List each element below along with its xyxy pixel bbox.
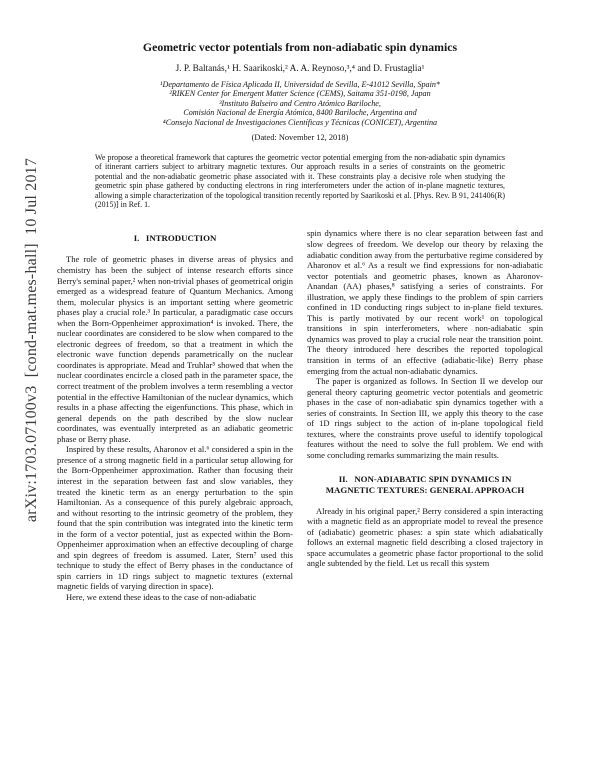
body-paragraph: The role of geometric phases in diverse areas of physics and chemistry has been the subject of intense research efforts since Berry's seminal paper,² when non-trivial phases of geometrical origin emerged as a widespread feature of Quantum Mechanics. Among them, molecular physics is an important setting where geometric phases play a crucial role.³ In particular, a paradigmatic case occurs when the Born-Oppenheimer approximation⁴ is invoked. There, the nuclear coordinates are considered to be slow when compared to the electronic degrees of freedom, so that a treatment in which the electronic wave function depends parametrically on the nuclear coordinates is appropriate. Mead and Truhlar⁵ showed that when the nuclear coordinates encircle a closed path in the parameter space, the correct treatment of the problem involves a term resembling a vector potential in the effective Hamiltonian of the nuclear dynamics, which results in a phase affecting the eigenfunctions. This phase, which in general depends on the path described by the slow nuclear coordinates, was eventually interpreted as an adiabatic geometric phase or Berry phase.: [57, 254, 293, 444]
two-column-body: [57, 228, 543, 602]
affiliation-line: ¹Departamento de Física Aplicada II, Universidad de Sevilla, E-41012 Sevilla, Spain*: [160, 80, 440, 89]
body-paragraph: Already in his original paper,² Berry considered a spin interacting with a magnetic field as an appropriate model to reveal the presence of (adiabatic) geometric phases: a spin state which adiabatically follows an external magnetic field describing a closed trajectory in space accumulates a geometric phase factor proportional to the solid angle subtended by the field. Let us recall this system: [307, 505, 543, 569]
body-paragraph: Inspired by these results, Aharonov et al.⁶ considered a spin in the presence of a strong magnetic field in a particular setup allowing for the Born-Oppenheimer approximation. Rather than focusing their interest in the separation between fast and slow variables, they treated the kinetic term as an energy perturbation to the spin Hamiltonian. As a consequence of this purely algebraic approach, and without resorting to the intrinsic geometry of the problem, they found that the spin contribution was integrated into the kinetic term in the form of a vector potential, just as expected within the Born-Oppenheimer approximation when an effective decoupling of charge and spin degrees of freedom is assumed. Later, Stern⁷ used this technique to study the effect of Berry phases in the conductance of spin carriers in 1D rings subject to magnetic textures (external magnetic fields of varying direction in space).: [57, 444, 293, 592]
affiliation-line: ²RIKEN Center for Emergent Matter Science (CEMS), Saitama 351-0198, Japan: [169, 89, 431, 99]
section-heading-introduction: I. INTRODUCTION: [133, 233, 217, 244]
section-heading-spin-dynamics: II. NON-ADIABATIC SPIN DYNAMICS IN MAGNETIC TEXTURES: GENERAL APPROACH: [325, 473, 525, 495]
authors-line: J. P. Baltanás,¹ H. Saarikoski,² A. A. Reynoso,³,⁴ and D. Frustaglia¹: [175, 64, 425, 74]
column-right: [307, 228, 543, 602]
paper-content: [57, 40, 543, 603]
abstract-text: We propose a theoretical framework that captures the geometric vector potential emerging from the non-adiabatic spin dynamics of itinerant carriers subject to arbitrary magnetic textures. Our approach results in a series of constraints on the geometric potential and the non-adiabatic geometric phase associated with it. These constraints play a decisive role when studying the geometric spin phase gathered by conducting electrons in ring interferometers under the action of in-plane magnetic textures, allowing a simple characterization of the topological transition recently reported by Saarikoski et al. [Phys. Rev. B 91, 241406(R) (2015)] in Ref. 1.: [95, 153, 505, 210]
affiliation-line: Comisión Nacional de Energía Atómica, 8400 Bariloche, Argentina and: [183, 108, 417, 118]
affiliation-line: ⁴Consejo Nacional de Investigaciones Científicas y Técnicas (CONICET), Argentina: [162, 117, 438, 127]
affiliations-block: [57, 80, 543, 127]
body-paragraph: Here, we extend these ideas to the case of non-adiabatic: [66, 591, 257, 602]
affiliation-line: ³Instituto Balseiro and Centro Atómico Bariloche,: [219, 98, 381, 108]
paper-title: Geometric vector potentials from non-adiabatic spin dynamics: [142, 40, 458, 54]
body-paragraph: The paper is organized as follows. In Section II we develop our general theory capturing geometric vector potentials and geometric phases in the case of non-adiabatic spin dynamics together with a series of constraints. In Section III, we apply this theory to the case of 1D rings subject to the action of in-plane topological field textures, where the constraints prove useful to identify topological features without the need to solve the full problem. We end with some concluding remarks summarizing the main results.: [307, 376, 543, 460]
column-left: [57, 228, 293, 602]
date-line: (Dated: November 12, 2018): [251, 133, 349, 143]
arxiv-stamp: arXiv:1703.07100v3 [cond-mat.mes-hall] 10 Jul 2017: [23, 157, 40, 523]
body-paragraph: spin dynamics where there is no clear separation between fast and slow degrees of freedom. We develop our theory by relaxing the adiabatic condition away from the perturbative regime considered by Aharonov et al.⁶ As a result we find expressions for non-adiabatic vector potentials and geometric phases, known as Aharonov-Anandan (AA) phases,⁸ satisfying a series of constraints. For illustration, we apply these findings to the problem of spin carriers confined in 1D conducting rings subject to in-plane field textures. This is partly motivated by our recent work¹ on topological transitions in spin interferometers, where non-adiabatic spin dynamics was proved to play a crucial role near the transition point. The theory introduced here describes the reported topological transition in terms of an effective (adiabatic-like) Berry phase emerging from the actual non-adiabatic dynamics.: [307, 228, 543, 376]
